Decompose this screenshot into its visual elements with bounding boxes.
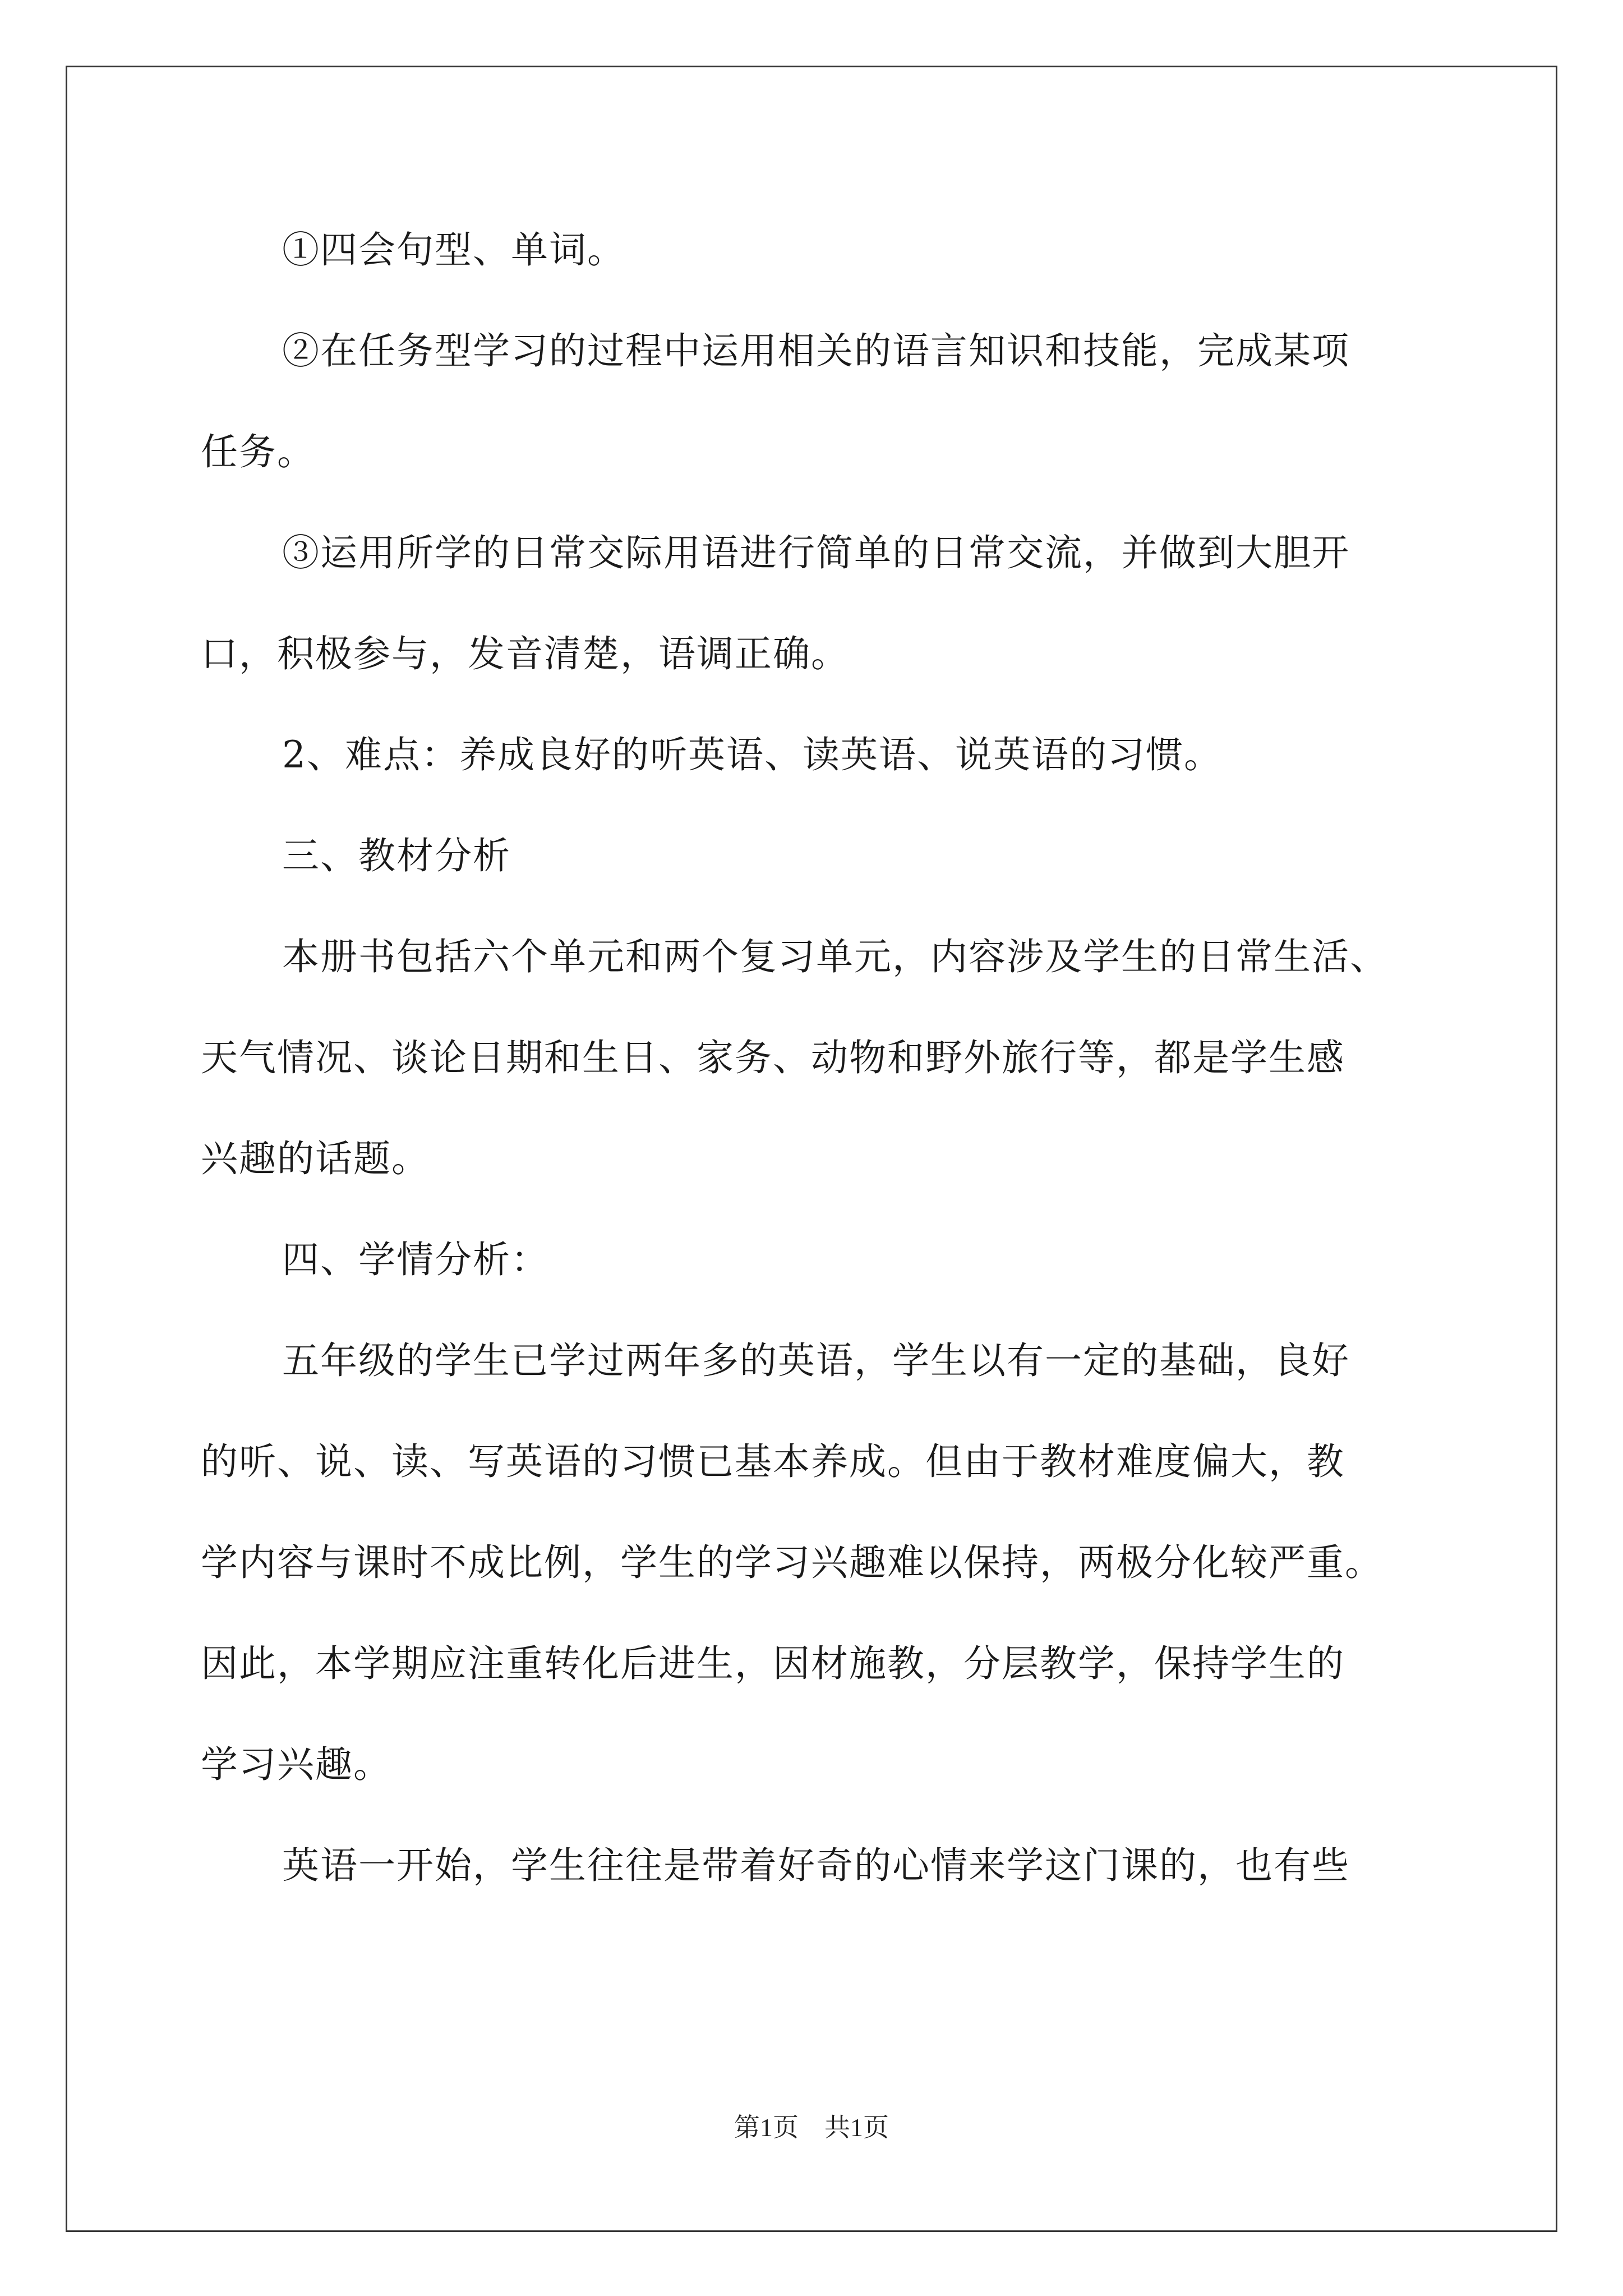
page-number: 第1页 (734, 2113, 799, 2142)
text-line-2: ②在任务型学习的过程中运用相关的语言知识和技能，完成某项 (282, 329, 1350, 372)
text-line-6: 2、难点：养成良好的听英语、读英语、说英语的习惯。 (282, 733, 1222, 776)
text-line-13: 的听、说、读、写英语的习惯已基本养成。但由于教材难度偏大，教 (201, 1440, 1345, 1483)
total-pages: 共1页 (824, 2113, 889, 2142)
text-line-9: 天气情况、谈论日期和生日、家务、动物和野外旅行等，都是学生感 (201, 1036, 1345, 1079)
text-line-8: 本册书包括六个单元和两个复习单元，内容涉及学生的日常生活、 (282, 935, 1388, 978)
text-line-15: 因此，本学期应注重转化后进生，因材施教，分层教学，保持学生的 (201, 1642, 1345, 1685)
text-line-14: 学内容与课时不成比例，学生的学习兴趣难以保持，两极分化较严重。 (201, 1541, 1383, 1584)
text-line-3: 任务。 (201, 430, 315, 473)
text-line-10: 兴趣的话题。 (201, 1137, 430, 1180)
text-line-4: ③运用所学的日常交际用语进行简单的日常交流，并做到大胆开 (282, 531, 1350, 574)
section-heading-3: 三、教材分析 (282, 834, 511, 877)
page-footer (0, 2112, 1623, 2143)
section-heading-4: 四、学情分析： (282, 1238, 549, 1281)
text-line-17: 英语一开始，学生往往是带着好奇的心情来学这门课的，也有些 (282, 1844, 1350, 1887)
text-line-1: ①四会句型、单词。 (282, 228, 625, 272)
text-line-5: 口，积极参与，发音清楚，语调正确。 (201, 632, 849, 675)
text-line-12: 五年级的学生已学过两年多的英语，学生以有一定的基础，良好 (282, 1339, 1350, 1382)
text-line-16: 学习兴趣。 (201, 1743, 391, 1786)
